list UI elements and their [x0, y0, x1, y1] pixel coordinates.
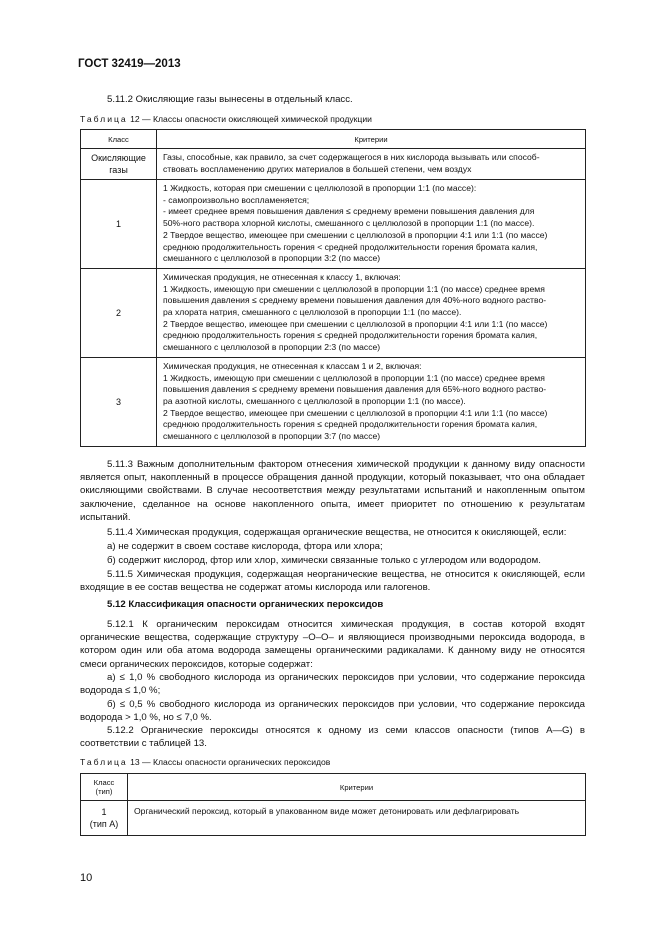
- criteria-line: смешанного с целлюлозой в пропорции 2:3 (по массе): [163, 342, 381, 353]
- criteria-line: Органический пероксид, который в упакованном виде может детонировать или дефлагрировать: [134, 806, 520, 816]
- class-label-line: 3: [115, 396, 121, 407]
- paragraph-5-12-2: 5.12.2 Органические пероксиды относятся к одному из семи классов опасности (типов А—G) в соответствии с таблицей 13.: [80, 725, 585, 750]
- table-13-caption: [80, 756, 585, 769]
- table-12-class-cell: [81, 149, 157, 180]
- section-5-12-heading: 5.12 Классификация опасности органических пероксидов: [107, 599, 384, 610]
- table-13-col-criteria: Критерии: [128, 774, 586, 801]
- criteria-line: ра хлората натрия, смешанного с целлюлозой в пропорции 1:1 (по массе).: [163, 307, 462, 318]
- paragraph-5-11-4-a: а) не содержит в своем составе кислорода, фтора или хлора;: [107, 541, 383, 552]
- paragraph-5-11-3: 5.11.3 Важным дополнительным фактором отнесения химической продукции к данному виду опасности является опыт, накопленный в процессе обращения данной продукции, который показывает, что она обладает окисляющими свойствами. В случае несоответствия между результатами испытаний и накопленным опытом заключение, сделанное на основе накопленного опыта, имеет приоритет по отношению к результатам испытаний.: [80, 459, 585, 523]
- criteria-line: 1 Жидкость, имеющую при смешении с целлюлозой в пропорции 1:1 (по массе) среднее время: [163, 372, 545, 383]
- table-13-header-row: [81, 774, 586, 801]
- criteria-line: Химическая продукция, не отнесенная к классу 1, включая:: [163, 271, 401, 282]
- class-label-line: 1: [101, 807, 107, 817]
- table-12-col-class: Класс: [81, 130, 157, 149]
- table-12: [80, 129, 586, 447]
- criteria-line: ра азотной кислоты, смешанного с целлюлозой в пропорции 1:1 (по массе).: [163, 395, 466, 406]
- criteria-line: 2 Твердое вещество, имеющее при смешении с целлюлозой в пропорции 4:1 или 1:1 (по массе): [163, 407, 548, 418]
- criteria-line: ствовать воспламенению других материалов в большей степени, чем воздух: [163, 164, 472, 174]
- criteria-line: 2 Твердое вещество, имеющее при смешении с целлюлозой в пропорции 4:1 или 1:1 (по массе): [163, 229, 548, 240]
- table-12-criteria-cell: [157, 268, 586, 357]
- table-12-class-cell: [81, 268, 157, 357]
- criteria-line: 1 Жидкость, которая при смешении с целлюлозой в пропорции 1:1 (по массе):: [163, 183, 477, 193]
- table-12-class-cell: [81, 180, 157, 269]
- table-12-col-criteria: Критерии: [157, 130, 586, 149]
- criteria-line: Газы, способные, как правило, за счет содержащегося в них кислорода вызывать или способ-: [163, 152, 540, 163]
- criteria-line: среднюю продолжительность горения ≤ средней продолжительности горения бромата калия,: [163, 419, 538, 430]
- class-label-line: (тип А): [89, 819, 119, 829]
- table-12-criteria-cell: [157, 357, 586, 446]
- criteria-line: повышения давления ≤ среднему времени повышения давления для 65%-ного водного раство-: [163, 384, 547, 395]
- column-label-line: (тип): [95, 787, 113, 796]
- class-label-line: 2: [115, 307, 121, 318]
- table-row: [81, 149, 586, 180]
- criteria-line: смешанного с целлюлозой в пропорции 3:7 (по массе): [163, 431, 381, 442]
- table-12-criteria-cell: [157, 180, 586, 269]
- table-12-caption-text: 12 — Классы опасности окисляющей химической продукции: [127, 114, 372, 124]
- table-13-caption-prefix: Таблица: [80, 757, 128, 767]
- paragraph-5-11-5: 5.11.5 Химическая продукция, содержащая неорганические вещества, не относится к окисляющей, если входящие в ее состав вещества не содержат атомы кислорода или галогенов.: [80, 569, 585, 594]
- table-13-criteria-cell: [128, 801, 586, 836]
- column-label-line: Класс: [93, 778, 115, 787]
- criteria-line: 2 Твердое вещество, имеющее при смешении с целлюлозой в пропорции 4:1 или 1:1 (по массе): [163, 318, 548, 329]
- criteria-line: Химическая продукция, не отнесенная к классам 1 и 2, включая:: [163, 360, 422, 371]
- paragraph-5-12-1-a: а) ≤ 1,0 % свободного кислорода из органических пероксидов при условии, что содержание пероксида водорода ≤ 1,0 %;: [80, 672, 585, 697]
- table-13-col-class: [81, 774, 128, 801]
- criteria-line: среднюю продолжительность горения < средней продолжительности горения бромата калия,: [163, 241, 538, 252]
- criteria-line: смешанного с целлюлозой в пропорции 3:2 (по массе): [163, 253, 381, 264]
- criteria-line: повышения давления ≤ среднему времени повышения давления для 40%-ного водного раство-: [163, 295, 547, 306]
- paragraph-5-11-2: 5.11.2 Окисляющие газы вынесены в отдельный класс.: [107, 94, 353, 105]
- paragraph-5-11-4: 5.11.4 Химическая продукция, содержащая органические вещества, не относится к окисляющей, если:: [107, 527, 567, 538]
- criteria-line: 50%-ного раствора хлорной кислоты, смешанного с целлюлозой в пропорции 1:1 (по массе).: [163, 218, 535, 229]
- table-12-criteria-cell: [157, 149, 586, 180]
- standard-header: ГОСТ 32419—2013: [78, 58, 181, 70]
- class-label-line: Окисляющие: [91, 153, 146, 163]
- criteria-line: - самопроизвольно воспламеняется;: [163, 194, 310, 205]
- table-13-caption-text: 13 — Классы опасности органических пероксидов: [127, 757, 331, 767]
- class-label-line: 1: [115, 218, 121, 229]
- table-row: [81, 180, 586, 269]
- paragraph-5-11-4-b: б) содержит кислород, фтор или хлор, химически связанные только с углеродом или водородом.: [107, 555, 541, 566]
- table-row: [81, 357, 586, 446]
- criteria-line: - имеет среднее время повышения давления ≤ среднему времени повышения давления для: [163, 206, 535, 217]
- table-row: [81, 268, 586, 357]
- table-13-class-cell: [81, 801, 128, 836]
- criteria-line: среднюю продолжительность горения ≤ средней продолжительности горения бромата калия,: [163, 330, 538, 341]
- table-row: [81, 801, 586, 836]
- paragraph-5-12-1-b: б) ≤ 0,5 % свободного кислорода из органических пероксидов при условии, что содержание пероксида водорода > 1,0 %, но ≤ 7,0 %.: [80, 699, 585, 724]
- page-number: 10: [80, 872, 93, 884]
- criteria-line: 1 Жидкость, имеющую при смешении с целлюлозой в пропорции 1:1 (по массе) среднее время: [163, 283, 545, 294]
- table-12-caption-prefix: Таблица: [80, 114, 128, 124]
- class-label-line: газы: [109, 165, 128, 175]
- paragraph-5-12-1: 5.12.1 К органическим пероксидам относится химическая продукция, в состав которой входят органические вещества, содержащие структуру –O–O– и являющиеся производными пероксида водорода, в котором один или оба атома водорода замещены органическими радикалами. К данному виду не относятся смеси органических пероксидов, которые содержат:: [80, 619, 585, 670]
- table-12-class-cell: [81, 357, 157, 446]
- table-12-header-row: [81, 130, 586, 149]
- table-12-caption: [80, 113, 585, 126]
- table-13: [80, 773, 586, 836]
